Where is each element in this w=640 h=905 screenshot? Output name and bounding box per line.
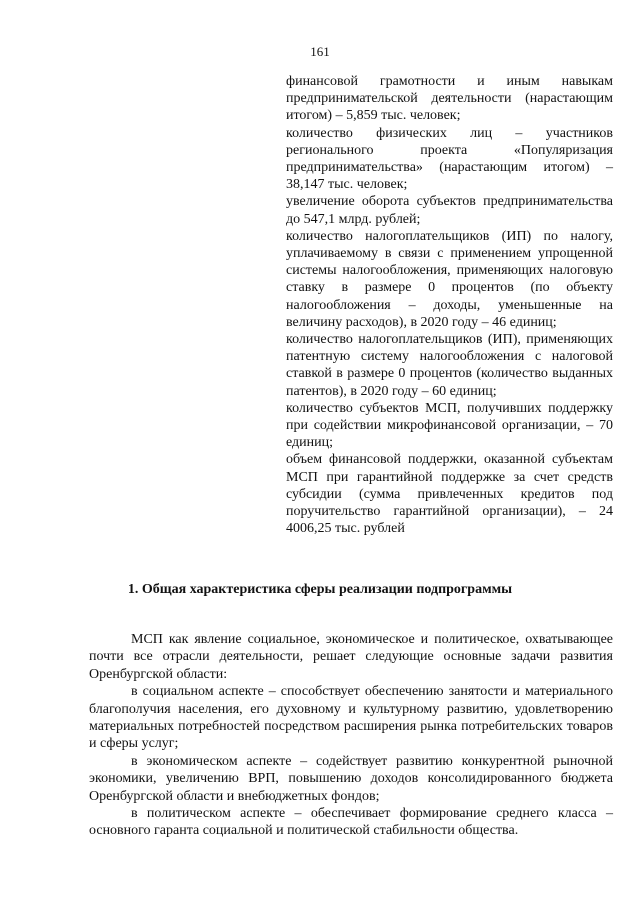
body-paragraph: МСП как явление социальное, экономическое и политическое, охватывающее почти все отрасли деятельности, решает следующие основные задачи развития Оренбургской области: [89,632,613,682]
section-body [89,631,613,840]
indicator-item: количество физических лиц – участников регионального проекта «Популяризация предпринимательства» (нарастающим итогом) – 38,147 тыс. человек; [286,125,613,193]
section-heading: 1. Общая характеристика сферы реализации подпрограммы [127,582,513,597]
indicator-item: объем финансовой поддержки, оказанной субъектам МСП при гарантийной поддержке за счет средств субсидии (сумма привлеченных кредитов под поручительство гарантийной организации), – 24 4006,25 тыс. рублей [286,452,613,537]
body-paragraph: в политическом аспекте – обеспечивает формирование среднего класса – основного гаранта социальной и политической стабильности общества. [89,806,613,839]
indicator-item: увеличение оборота субъектов предпринимательства до 547,1 млрд. рублей; [286,194,613,227]
indicator-item: финансовой грамотности и иным навыкам предпринимательской деятельности (нарастающим итогом) – 5,859 тыс. человек; [286,74,613,124]
indicator-item: количество налогоплательщиков (ИП), применяющих патентную систему налогообложения с налоговой ставкой в размере 0 процентов (количество выданных патентов), в 2020 году – 60 единиц; [286,332,613,399]
indicators-list [286,73,613,537]
body-paragraph: в экономическом аспекте – содействует развитию конкурентной рыночной экономики, увеличению ВРП, повышению доходов консолидированного бюджета Оренбургской области и внебюджетных фондов; [89,753,613,804]
page-number: 161 [310,44,330,59]
indicator-item: количество налогоплательщиков (ИП) по налогу, уплачиваемому в связи с применением упрощенной системы налогообложения, применяющих налоговую ставку в размере 0 процентов (по объекту налогообложения – доходы, уменьшенные на величину расходов), в 2020 году – 46 единиц; [286,228,613,330]
body-paragraph: в социальном аспекте – способствует обеспечению занятости и материального благополучия населения, его духовному и культурному развитию, удовлетворению материальных потребностей посредством расширения рынка потребительских товаров и сферы услуг; [89,684,613,752]
indicator-item: количество субъектов МСП, получивших поддержку при содействии микрофинансовой организации, – 70 единиц; [286,400,613,451]
